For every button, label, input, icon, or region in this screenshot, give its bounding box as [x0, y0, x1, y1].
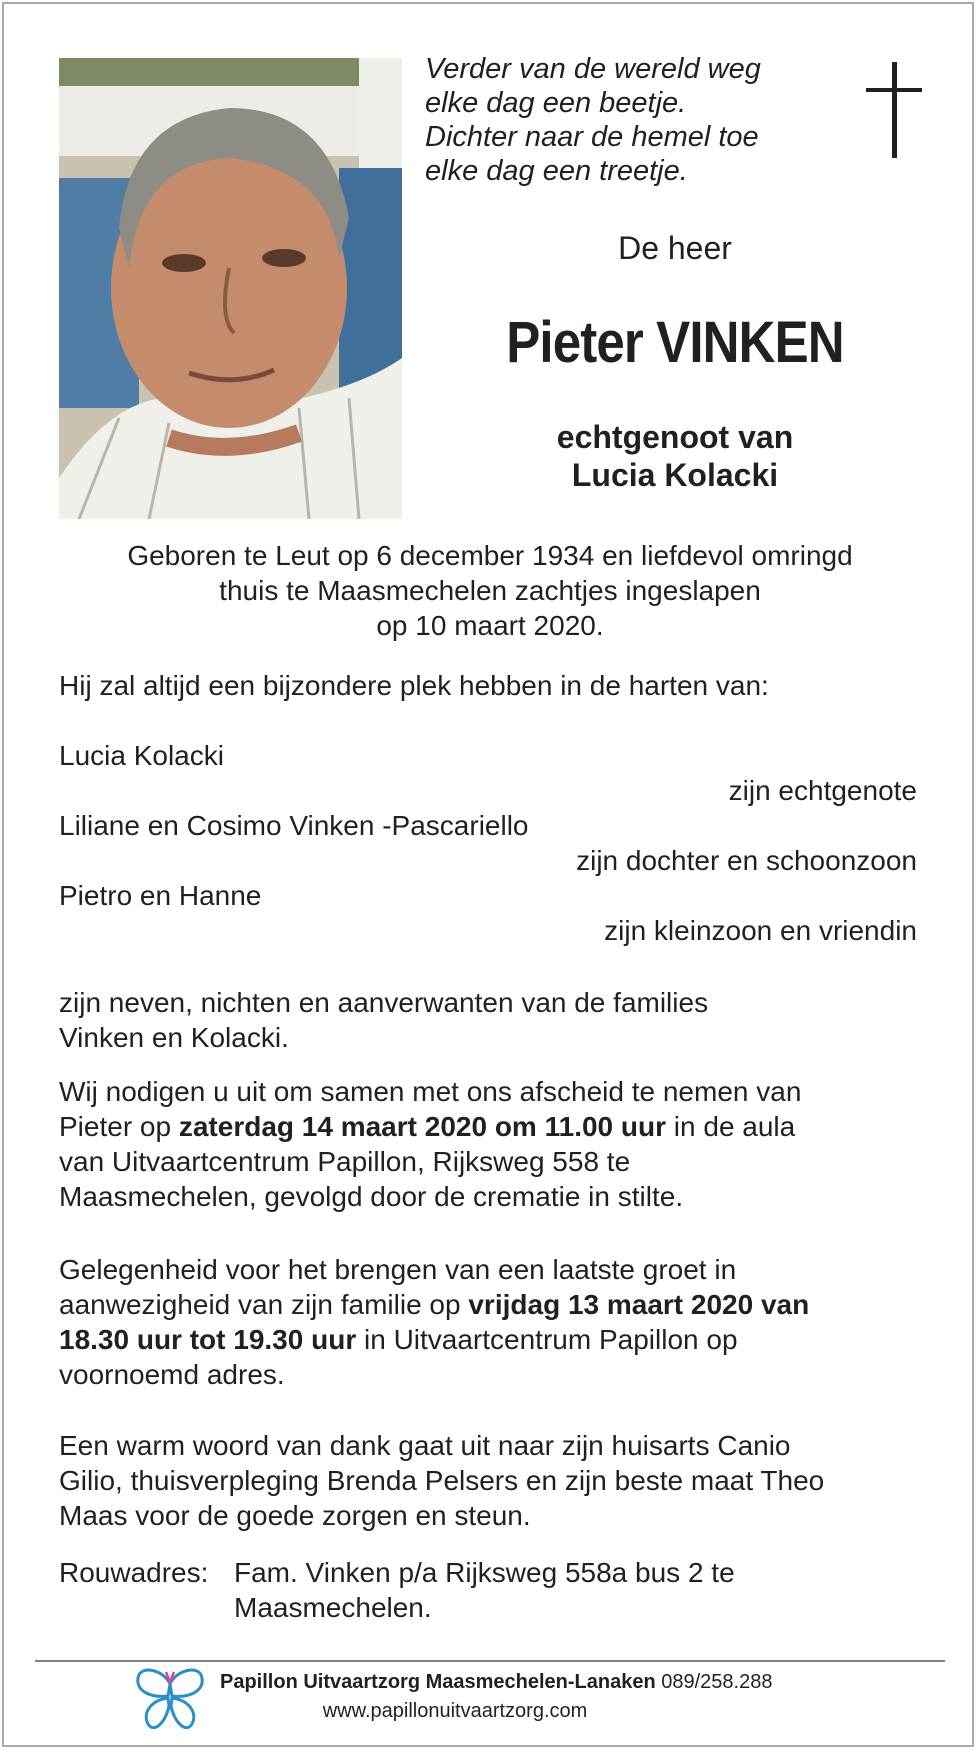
- spouse-block: [425, 418, 925, 494]
- portrait-illustration: [59, 58, 402, 519]
- families-line: zijn neven, nichten en aanverwanten van de families: [59, 987, 709, 1018]
- mourner-relation: zijn kleinzoon en vriendin: [604, 915, 917, 946]
- poem-line: elke dag een treetje.: [425, 155, 688, 187]
- birth-death-line: op 10 maart 2020.: [376, 610, 604, 641]
- ceremony-line: [59, 1109, 939, 1144]
- poem: [425, 52, 805, 188]
- honorific: De heer: [618, 230, 732, 266]
- address-label: Rouwadres:: [59, 1557, 209, 1588]
- mourner-name: Liliane en Cosimo Vinken -Pascariello: [59, 810, 529, 841]
- birth-death-line: Geboren te Leut op 6 december 1934 en liefdevol omringd: [127, 540, 853, 571]
- visitation-text-post: in Uitvaartcentrum Papillon op: [356, 1324, 738, 1355]
- poem-line: Verder van de wereld weg: [425, 53, 761, 85]
- ceremony-line: Maasmechelen, gevolgd door de crematie in stilte.: [59, 1181, 684, 1212]
- visitation-line: voornoemd adres.: [59, 1359, 285, 1390]
- portrait-photo: [59, 58, 402, 519]
- ceremony-line: Wij nodigen u uit om samen met ons afscheid te nemen van: [59, 1076, 802, 1107]
- footer-company: Papillon Uitvaartzorg Maasmechelen-Lanaken: [220, 1671, 656, 1693]
- families-text: [59, 985, 939, 1055]
- ceremony-text-pre: Pieter op: [59, 1111, 179, 1142]
- ceremony-text: [59, 1074, 939, 1214]
- visitation-line: [59, 1322, 939, 1357]
- footer-website[interactable]: www.papillonuitvaartzorg.com: [322, 1700, 588, 1722]
- spouse-relation: echtgenoot van: [556, 419, 794, 455]
- thanks-line: Gilio, thuisverpleging Brenda Pelsers en zijn beste maat Theo: [59, 1465, 825, 1496]
- visitation-text-pre: aanwezigheid van zijn familie op: [59, 1289, 469, 1320]
- address-line: Maasmechelen.: [234, 1592, 432, 1623]
- ceremony-datetime: zaterdag 14 maart 2020 om 11.00 uur: [178, 1111, 667, 1142]
- address-line: Fam. Vinken p/a Rijksweg 558a bus 2 te: [234, 1557, 735, 1588]
- footer-phone[interactable]: 089/258.288: [661, 1671, 773, 1693]
- visitation-date: vrijdag 13 maart 2020 van: [468, 1289, 810, 1320]
- mourners-intro: Hij zal altijd een bijzondere plek hebben in de harten van:: [59, 670, 769, 701]
- birth-death-line: thuis te Maasmechelen zachtjes ingeslapen: [219, 575, 761, 606]
- families-line: Vinken en Kolacki.: [59, 1022, 289, 1053]
- poem-line: Dichter naar de hemel toe: [425, 121, 759, 153]
- visitation-time: 18.30 uur tot 19.30 uur: [59, 1324, 357, 1355]
- mourner-relation: zijn dochter en schoonzoon: [576, 845, 917, 876]
- thanks-line: Maas voor de goede zorgen en steun.: [59, 1500, 531, 1531]
- deceased-name: Pieter VINKEN: [506, 310, 844, 375]
- poem-line: elke dag een beetje.: [425, 87, 687, 119]
- ceremony-text-post: in de aula: [666, 1111, 796, 1142]
- spouse-name: Lucia Kolacki: [571, 457, 779, 493]
- birth-death-text: [40, 538, 940, 643]
- mourner-name: Lucia Kolacki: [59, 740, 224, 771]
- visitation-line: Gelegenheid voor het brengen van een laatste groet in: [59, 1254, 737, 1285]
- mourner-relation: zijn echtgenote: [728, 775, 917, 806]
- footer-company-line: [220, 1670, 772, 1694]
- butterfly-icon: [134, 1662, 206, 1734]
- mourner-name: Pietro en Hanne: [59, 880, 262, 911]
- cross-icon: [866, 62, 922, 158]
- address-text: [234, 1555, 735, 1625]
- visitation-line: [59, 1287, 939, 1322]
- visitation-text: [59, 1252, 939, 1392]
- thanks-line: Een warm woord van dank gaat uit naar zijn huisarts Canio: [59, 1430, 791, 1461]
- ceremony-line: van Uitvaartcentrum Papillon, Rijksweg 558 te: [59, 1146, 631, 1177]
- thanks-text: [59, 1428, 939, 1533]
